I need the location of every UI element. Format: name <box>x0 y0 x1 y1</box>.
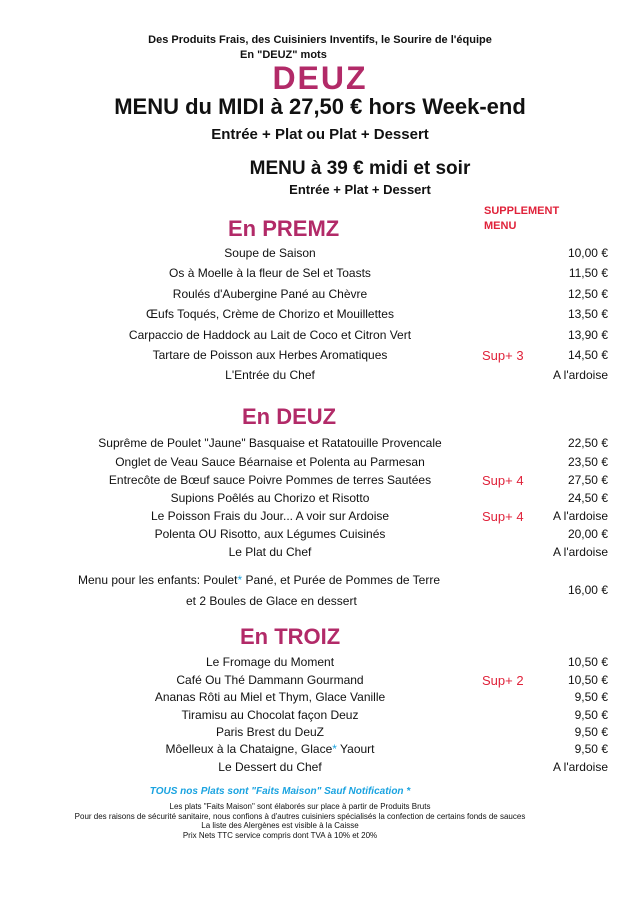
item-price: A l'ardoise <box>553 545 608 559</box>
item-name: Carpaccio de Haddock au Lait de Coco et Citron Vert <box>128 328 412 342</box>
full-menu-formula: Entrée + Plat + Dessert <box>289 182 431 197</box>
menu-item <box>0 455 640 475</box>
menu-item <box>0 287 640 307</box>
footer-line-3: La liste des Alergènes est visible à la Caisse <box>201 821 359 830</box>
item-name: L'Entrée du Chef <box>225 368 315 382</box>
item-price: 10,50 € <box>567 673 608 687</box>
item-price: 12,50 € <box>567 287 608 301</box>
item-name: Onglet de Veau Sauce Béarnaise et Polenta au Parmesan <box>115 455 425 469</box>
lunch-menu-title: MENU du MIDI à 27,50 € hors Week-end <box>114 94 526 119</box>
item-price: 9,50 € <box>574 708 608 722</box>
item-name: Tartare de Poisson aux Herbes Aromatiques <box>152 348 388 362</box>
item-supplement: Sup+ 4 <box>482 473 524 488</box>
section-title-desserts: En TROIZ <box>240 624 341 649</box>
item-price: A l'ardoise <box>553 509 608 523</box>
menu-item <box>0 436 640 456</box>
item-price: 20,00 € <box>567 527 608 541</box>
menu-item <box>0 742 640 762</box>
item-price: 27,50 € <box>567 473 608 487</box>
item-name: Œufs Toqués, Crème de Chorizo et Mouillettes <box>146 307 394 321</box>
menu-item <box>0 246 640 266</box>
item-price: 9,50 € <box>574 690 608 704</box>
item-price: 13,50 € <box>567 307 608 321</box>
item-name: Entrecôte de Bœuf sauce Poivre Pommes de terres Sautées <box>108 473 432 487</box>
menu-item <box>0 307 640 327</box>
item-name: Suprême de Poulet "Jaune" Basquaise et Ratatouille Provencale <box>98 436 442 450</box>
item-price: 24,50 € <box>567 491 608 505</box>
restaurant-name: DEUZ <box>272 60 368 96</box>
menu-item <box>0 348 640 368</box>
item-name: Môelleux à la Chataigne, Glace* Yaourt <box>165 742 375 756</box>
kids-menu-line1-text: Menu pour les enfants: Poulet* Pané, et Purée de Pommes de Terre <box>78 573 440 587</box>
section-title-starters: En PREMZ <box>228 216 340 241</box>
section-title-mains: En DEUZ <box>242 404 337 429</box>
supplement-header <box>484 204 559 234</box>
menu-item <box>0 527 640 547</box>
supplement-header-line2: MENU <box>484 220 517 232</box>
item-price: 11,50 € <box>568 266 608 280</box>
item-supplement: Sup+ 4 <box>482 509 524 524</box>
menu-item <box>0 368 640 388</box>
menu-item <box>0 545 640 565</box>
supplement-header-line1: SUPPLEMENT <box>484 205 560 217</box>
item-name: Le Plat du Chef <box>228 545 312 559</box>
item-name: Ananas Rôti au Miel et Thym, Glace Vanille <box>154 690 386 704</box>
footer-line-1: Les plats "Faits Maison" sont élaborés sur place à partir de Produits Bruts <box>169 802 431 811</box>
kids-menu-price: 16,00 € <box>567 583 608 597</box>
kids-menu-line2: et 2 Boules de Glace en dessert <box>186 594 357 608</box>
full-menu-title: MENU à 39 € midi et soir <box>249 158 471 179</box>
item-price: 10,00 € <box>567 246 608 260</box>
menu-item <box>0 473 640 493</box>
item-name: Paris Brest du DeuZ <box>215 725 325 739</box>
item-price: A l'ardoise <box>553 760 608 774</box>
item-name: Café Ou Thé Dammann Gourmand <box>176 673 364 687</box>
menu-item <box>0 509 640 529</box>
item-name: Roulés d'Aubergine Pané au Chèvre <box>172 287 368 301</box>
lunch-menu-formula: Entrée + Plat ou Plat + Dessert <box>211 126 429 143</box>
item-price: A l'ardoise <box>553 368 608 382</box>
item-supplement: Sup+ 2 <box>482 673 524 688</box>
item-price: 10,50 € <box>567 655 608 669</box>
menu-item <box>0 491 640 511</box>
item-price: 9,50 € <box>574 742 608 756</box>
menu-item <box>0 266 640 286</box>
motto: En "DEUZ" mots <box>240 49 327 61</box>
menu-item <box>0 328 640 348</box>
item-price: 14,50 € <box>567 348 608 362</box>
item-name: Supions Poêlés au Chorizo et Risotto <box>170 491 370 505</box>
menu-item <box>0 655 640 675</box>
menu-item <box>0 760 640 780</box>
item-supplement: Sup+ 3 <box>482 348 524 363</box>
item-price: 13,90 € <box>567 328 608 342</box>
menu-item <box>0 690 640 710</box>
homemade-notice: TOUS nos Plats sont "Faits Maison" Sauf Notification * <box>149 786 411 797</box>
item-name: Os à Moelle à la fleur de Sel et Toasts <box>169 266 371 280</box>
item-price: 9,50 € <box>574 725 608 739</box>
item-name: Le Fromage du Moment <box>205 655 335 669</box>
item-name: Tiramisu au Chocolat façon Deuz <box>181 708 359 722</box>
item-name: Le Dessert du Chef <box>218 760 322 774</box>
item-name: Polenta OU Risotto, aux Légumes Cuisinés <box>154 527 386 541</box>
item-price: 23,50 € <box>567 455 608 469</box>
item-name: Le Poisson Frais du Jour... A voir sur Ardoise <box>150 509 390 523</box>
item-price: 22,50 € <box>567 436 608 450</box>
item-name: Soupe de Saison <box>224 246 316 260</box>
footer-line-4: Prix Nets TTC service compris dont TVA à 10% et 20% <box>182 831 378 840</box>
tagline: Des Produits Frais, des Cuisiniers Inventifs, le Sourire de l'équipe <box>148 34 492 46</box>
footer-line-2: Pour des raisons de sécurité sanitaire, nous confions à d'autres cuisiniers spécialisés la confection de certains fonds de sauces <box>74 812 526 821</box>
kids-menu-line1 <box>78 573 440 587</box>
